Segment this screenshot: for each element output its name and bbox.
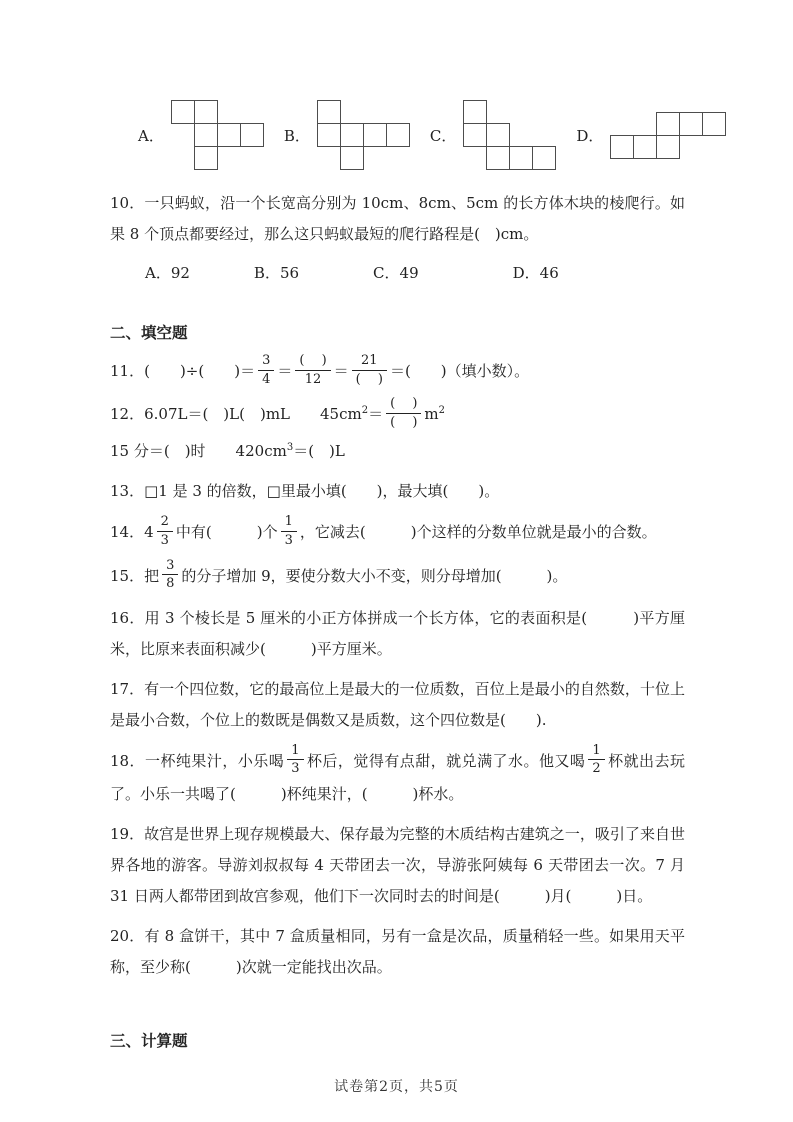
question-10-option-c: C．49	[373, 264, 419, 282]
net-square	[386, 123, 410, 147]
net-square	[194, 146, 218, 170]
superscript: 2	[361, 405, 369, 417]
question-10-option-a: A．92	[145, 264, 190, 282]
fraction: $\frac{( )}{( )}$	[386, 396, 421, 430]
net-square	[633, 135, 657, 159]
net-square	[463, 123, 487, 147]
net-square	[317, 100, 341, 124]
net-square	[486, 146, 510, 170]
fraction: $\frac{3}{8}$	[162, 558, 178, 592]
net-square	[679, 112, 703, 136]
net-square	[463, 100, 487, 124]
fraction: $\frac{3}{4}$	[258, 353, 274, 387]
section-fill-blank-title: 二、填空题	[110, 324, 188, 342]
question-18: 18．一杯纯果汁，小乐喝 $\frac{1}{3}$ 杯后，觉得有点甜，就兑满了水。他又喝 $\frac{1}{2}$ 杯就出去玩了。小乐一共喝了( )杯纯果汁，( )杯水。	[110, 742, 685, 803]
choice-c-label: C．	[429, 126, 457, 145]
fraction: $\frac{21}{( )}$	[352, 353, 387, 387]
question-10-text: 10．一只蚂蚁，沿一个长宽高分别为 10cm、8cm、5cm 的长方体木块的棱爬行。如果 8 个顶点都要经过，那么这只蚂蚁最短的爬行路程是( )cm。	[110, 194, 685, 243]
net-square	[509, 146, 533, 170]
net-square	[340, 146, 364, 170]
net-square	[656, 135, 680, 159]
fraction: $\frac{1}{2}$	[588, 743, 604, 777]
fraction: $\frac{( )}{12}$	[295, 353, 330, 387]
net-square	[363, 123, 387, 147]
net-square	[656, 112, 680, 136]
net-square	[532, 146, 556, 170]
choice-d-label: D．	[576, 126, 604, 145]
question-14: 14．4 $\frac{2}{3}$ 中有( )个 $\frac{1}{3}$ ，它减去( )个这样的分数单位就是最小的合数。	[110, 514, 657, 548]
question-19: 19．故宫是世界上现存规模最大、保存最为完整的木质结构古建筑之一，吸引了来自世界各地的游客。导游刘叔叔每 4 天带团去一次，导游张阿姨每 6 天带团去一次。7 月 31 日两人都带团到故宫参观，他们下一次同时去的时间是( )月( )日。	[110, 824, 685, 905]
net-square	[194, 100, 218, 124]
superscript: 3	[286, 442, 294, 454]
net-square	[486, 123, 510, 147]
choice-a-label: A．	[138, 126, 164, 145]
choice-c	[430, 100, 556, 170]
cube-net-b	[317, 100, 410, 170]
section-calculation-title: 三、计算题	[110, 1031, 188, 1050]
net-square	[702, 112, 726, 136]
cube-net-d	[610, 112, 726, 159]
net-square	[171, 100, 195, 124]
net-square	[340, 123, 364, 147]
choice-a	[138, 100, 264, 170]
net-square	[317, 123, 341, 147]
net-square	[194, 123, 218, 147]
question-11: 11．( )÷( )＝ $\frac{3}{4}$ ＝ $\frac{( )}{12}$ ＝ $\frac{21}{( )}$ ＝( )（填小数）。	[110, 353, 530, 387]
superscript: 2	[438, 405, 445, 417]
question-15: 15．把 $\frac{3}{8}$ 的分子增加 9，要使分数大小不变，则分母增加( )。	[110, 557, 568, 592]
choice-b	[284, 100, 410, 170]
question-17: 17．有一个四位数，它的最高位上是最大的一位质数，百位上是最小的自然数，十位上是最小合数，个位上的数既是偶数又是质数，这个四位数是( ).	[110, 679, 685, 729]
cube-net-a	[171, 100, 264, 170]
cube-net-c	[463, 100, 556, 170]
question-12-line-1: 12．6.07L＝( )L( )mL $45cm^2=$ $\frac{( )}{( )}$ $m^2$	[110, 396, 445, 430]
question-13: 13．□1 是 3 的倍数，□里最小填( )，最大填( )。	[110, 482, 500, 501]
fraction: $\frac{1}{3}$	[287, 743, 303, 777]
question-12-line-2: 15 分＝( )时 $420cm^3=$( )L	[110, 442, 345, 461]
net-square	[217, 123, 241, 147]
net-square	[240, 123, 264, 147]
question-16: 16．用 3 个棱长是 5 厘米的小正方体拼成一个长方体，它的表面积是( )平方厘米，比原来表面积减少( )平方厘米。	[110, 608, 685, 658]
question-10-option-b: B．56	[253, 264, 300, 282]
question-10-options	[110, 259, 685, 287]
page-footer: 试卷第2页，共5页	[334, 1079, 459, 1095]
question9-choices	[138, 98, 685, 172]
fraction: $\frac{2}{3}$	[157, 514, 173, 548]
fraction: $\frac{1}{3}$	[281, 514, 297, 548]
question-20: 20．有 8 盒饼干，其中 7 盒质量相同，另有一盒是次品，质量稍轻一些。如果用天平称，至少称( )次就一定能找出次品。	[110, 926, 685, 976]
net-square	[610, 135, 634, 159]
choice-d	[576, 112, 726, 159]
question-10-option-d: D．46	[512, 264, 559, 282]
choice-b-label: B．	[283, 126, 310, 145]
